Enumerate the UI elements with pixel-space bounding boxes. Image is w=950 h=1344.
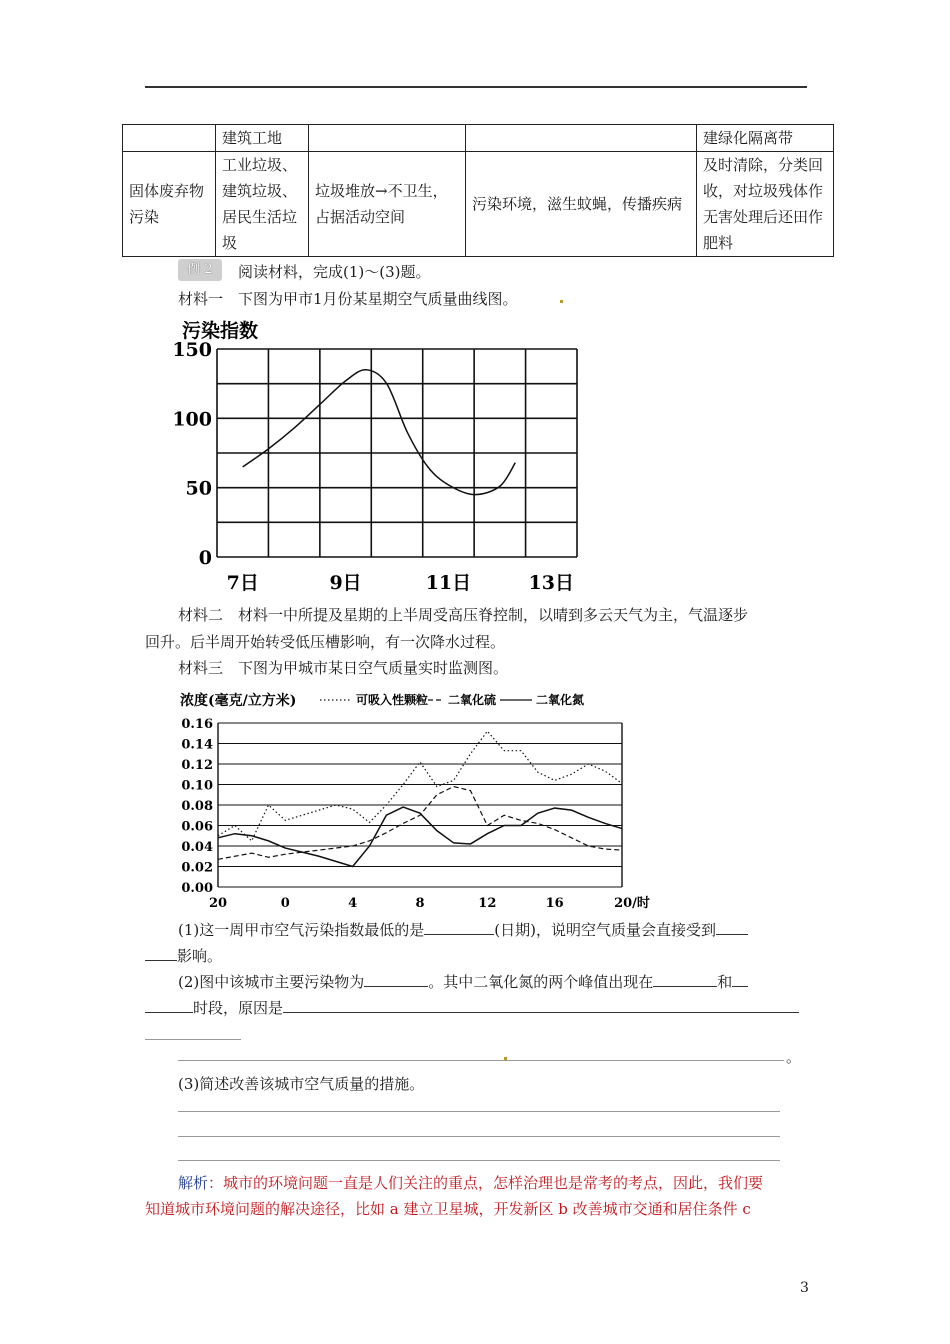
analysis-label: 解析 — [178, 1174, 209, 1192]
x-tick-label: 20 — [208, 896, 228, 911]
y-tick-label: 0.12 — [181, 758, 213, 773]
x-tick-label: 20/时 — [614, 896, 650, 911]
answer-blank[interactable] — [283, 998, 799, 1013]
question-1-cont — [145, 945, 222, 966]
answer-line[interactable] — [145, 1039, 241, 1040]
table-cell: 工业垃圾、建筑垃圾、居民生活垃圾 — [216, 152, 309, 257]
series-line-solid — [218, 807, 622, 866]
legend-label: 可吸入性颗粒 — [356, 693, 429, 707]
question-1 — [178, 919, 748, 940]
y-tick-label: 100 — [172, 408, 212, 431]
y-tick-label: 0 — [198, 547, 212, 569]
x-tick-label: 16 — [545, 896, 564, 911]
y-tick-label: 150 — [172, 339, 212, 361]
y-tick-label: 0.08 — [181, 799, 213, 814]
legend-label: 二氧化氮 — [536, 693, 585, 707]
y-tick-label: 50 — [185, 477, 212, 500]
x-tick-label: 8 — [415, 896, 425, 911]
table-row — [123, 125, 834, 152]
material-two-line1: 材料二 材料一中所提及星期的上半周受高压脊控制，以晴到多云天气为主，气温逐步 — [178, 606, 749, 624]
answer-line[interactable] — [178, 1136, 780, 1137]
y-tick-label: 0.00 — [181, 881, 213, 896]
series-line-dotted — [218, 731, 622, 841]
table-cell: 及时清除，分类回收，对垃圾残体作无害处理后还田作肥料 — [697, 152, 834, 257]
material-three: 材料三 下图为甲城市某日空气质量实时监测图。 — [178, 659, 509, 677]
table-cell — [123, 125, 216, 152]
analysis-line2: 知道城市环境问题的解决途径，比如 a 建立卫星城，开发新区 b 改善城市交通和居住条件 c — [145, 1200, 751, 1218]
material-one: 材料一 下图为甲市1月份某星期空气质量曲线图。 — [178, 290, 518, 308]
answer-blank[interactable] — [145, 998, 193, 1013]
answer-blank[interactable] — [424, 920, 494, 935]
question-2 — [178, 971, 748, 992]
question-2-end: 。 — [786, 1048, 802, 1066]
y-tick-label: 0.14 — [181, 737, 213, 753]
legend-label: 二氧化硫 — [448, 693, 497, 707]
chart-title: 浓度(毫克/立方米) — [180, 693, 297, 709]
table-cell: 垃圾堆放→不卫生，占据活动空间 — [309, 152, 466, 257]
table-cell: 建绿化隔离带 — [697, 125, 834, 152]
answer-blank[interactable] — [716, 920, 748, 935]
example-badge: 例 2 — [178, 259, 222, 281]
material-two-line2: 回升。后半周开始转受低压槽影响，有一次降水过程。 — [145, 633, 506, 651]
question-2-text-a: (2)图中该城市主要污染物为 — [178, 973, 365, 991]
concentration-chart — [172, 683, 662, 913]
answer-line[interactable] — [178, 1060, 784, 1061]
y-tick-label: 0.02 — [181, 860, 213, 876]
x-tick-label: 7日 — [226, 572, 259, 594]
table-cell: 污染环境，滋生蚊蝇，传播疾病 — [466, 152, 697, 257]
y-tick-label: 0.04 — [181, 840, 213, 855]
answer-blank[interactable] — [653, 972, 717, 987]
marker-dot — [504, 1057, 507, 1060]
answer-line[interactable] — [178, 1111, 780, 1112]
answer-blank[interactable] — [732, 972, 748, 987]
answer-blank[interactable] — [145, 946, 177, 961]
question-3: (3)简述改善该城市空气质量的措施。 — [178, 1075, 425, 1093]
table-cell — [466, 125, 697, 152]
pollution-table — [122, 124, 834, 257]
header-rule — [145, 86, 807, 88]
page-number: 3 — [800, 1280, 809, 1296]
table-cell: 建筑工地 — [216, 125, 309, 152]
answer-blank[interactable] — [364, 972, 428, 987]
analysis-text-1: ：城市的环境问题一直是人们关注的重点，怎样治理也是常考的考点，因此，我们要 — [208, 1174, 764, 1192]
question-2-cont — [145, 997, 799, 1018]
question-2-text-d: 时段，原因是 — [193, 999, 284, 1017]
x-tick-label: 9日 — [329, 572, 362, 594]
answer-line[interactable] — [178, 1160, 780, 1161]
table-cell — [309, 125, 466, 152]
y-tick-label: 0.06 — [181, 819, 213, 835]
series-line-dashed — [218, 787, 622, 860]
x-tick-label: 13日 — [528, 572, 575, 594]
question-2-text-c: 和 — [717, 973, 733, 991]
chart-title: 污染指数 — [182, 320, 259, 342]
marker-dot — [560, 300, 563, 303]
table-row — [123, 152, 834, 257]
question-1-text-a: (1)这一周甲市空气污染指数最低的是 — [178, 921, 425, 939]
y-tick-label: 0.10 — [181, 778, 213, 794]
question-1-text-c: 影响。 — [177, 947, 223, 965]
question-1-text-b: (日期)，说明空气质量会直接受到 — [494, 921, 716, 939]
x-tick-label: 11日 — [425, 572, 472, 594]
analysis-line1 — [178, 1172, 763, 1193]
pollution-index-chart — [170, 315, 610, 595]
x-tick-label: 0 — [280, 896, 290, 911]
x-tick-label: 4 — [348, 896, 358, 911]
example-instruction: 阅读材料，完成(1)～(3)题。 — [238, 263, 431, 281]
y-tick-label: 0.16 — [181, 717, 213, 732]
question-2-text-b: 。其中二氧化氮的两个峰值出现在 — [428, 973, 654, 991]
table-cell: 固体废弃物污染 — [123, 152, 216, 257]
x-tick-label: 12 — [478, 896, 497, 911]
